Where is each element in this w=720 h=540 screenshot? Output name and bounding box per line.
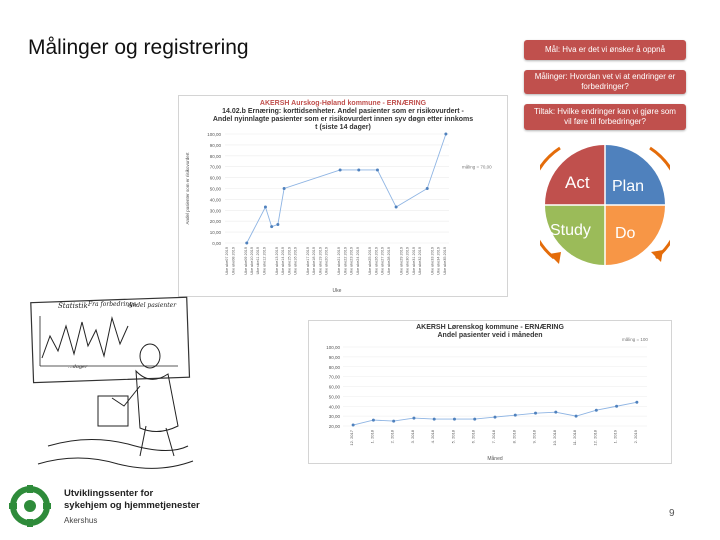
logo-line2: sykehjem og hjemmetjenester: [64, 500, 200, 511]
chart1-xtick: Uke uke10 2019: [250, 247, 254, 275]
chart1-ytick: 30,00: [209, 208, 221, 214]
slide-title: Målinger og registrering: [28, 36, 249, 59]
chart1-xtick: Uke uke12 2019: [262, 247, 267, 275]
chart2-point: [412, 417, 415, 420]
chart1-xtick: Uke uke35 2019: [442, 247, 447, 275]
chart1-target-label: måling = 70,00: [462, 164, 492, 170]
chart1-xtick: Uke uke26 2019: [374, 247, 379, 275]
chart2-xtick: 9. 2018: [531, 430, 537, 444]
chart1-xtick: Uke uke33 2019: [430, 247, 435, 275]
chart2-point: [575, 415, 578, 418]
chart2-xtick: 3. 2018: [409, 430, 415, 444]
chart1-point: [283, 187, 286, 190]
chart1-ytick: 10,00: [209, 230, 221, 236]
chart2-xtick: 5. 2018: [450, 430, 456, 444]
chart1-point: [339, 168, 342, 171]
chart1-xtick: Uke uke21 2019: [337, 247, 342, 275]
chart2-point: [433, 418, 436, 421]
chart1-xtick: Uke uke07 2019: [225, 247, 230, 275]
chart2-point: [494, 416, 497, 419]
sketch-label: ...dager: [68, 364, 88, 370]
chart2-ytick: 70,00: [328, 374, 340, 380]
chart1-ytick: 0,00: [212, 241, 221, 246]
chart2-point: [554, 411, 557, 414]
chart2-ytick: 80,00: [328, 364, 340, 370]
chart2-point: [514, 414, 517, 417]
chart1-xtick: Uke uke09 2019: [243, 247, 248, 275]
chart2-xtick: 7. 2018: [491, 430, 496, 444]
chart1-xtick: Uke uke24 2019: [355, 247, 360, 275]
chart2-xtick: 11. 2018: [572, 430, 578, 446]
chart1-ytick: 100,00: [207, 132, 221, 137]
chart2-xtick: 1. 2018: [369, 430, 375, 444]
chart1-title-line: Andel nyinnlagte pasienter som er risikovurdert innen syv døgn etter innkoms: [212, 116, 474, 123]
chart1-xtick: Uke uke20 2019: [324, 247, 329, 275]
act-label: Act: [565, 173, 590, 192]
chart1-xtick: Uke uke29 2019: [399, 247, 404, 275]
chart-lorenskog: [308, 320, 672, 464]
do-label: Do: [615, 225, 636, 242]
chart1-point: [395, 206, 398, 209]
chart2-xtick: 6. 2018: [470, 430, 476, 444]
chart2-ytick: 100,00: [326, 345, 340, 350]
chart2-series-line: [353, 402, 637, 425]
chart2-xlabel: Måned: [487, 456, 503, 462]
chart1-title-line: 14.02.b Ernæring: korttidsenheter. Andel pasienter som er risikovurdert -: [222, 108, 464, 115]
chart2-point: [372, 419, 375, 422]
chart1-xtick: Uke uke25 2019: [368, 247, 373, 275]
chart1-point: [426, 187, 429, 190]
chart2-target-label: måling = 100: [622, 337, 648, 342]
chart1-ytick: 70,00: [209, 164, 221, 170]
chart1-xtick: Uke uke30 2019: [405, 246, 410, 275]
chart1-ylabel: Andel pasienter som er risikovurdert: [185, 152, 190, 225]
chart1-xtick: Uke uke08 2019: [231, 247, 236, 275]
chart1-point: [270, 225, 273, 228]
chart1-ytick: 60,00: [209, 175, 221, 181]
chart2-xtick: 2. 2018: [389, 430, 395, 444]
chart2-xtick: 12. 2018: [592, 430, 598, 446]
sketch-label: Statistik: [58, 302, 88, 310]
chart2-ytick: 30,00: [328, 414, 340, 420]
chart2-xtick: 2. 2019: [632, 430, 638, 444]
chart2-xtick: 1. 2019: [612, 430, 618, 444]
chart2-xtick: 10. 2018: [551, 430, 557, 446]
chart1-point: [357, 168, 360, 171]
chart2-point: [635, 401, 638, 404]
chart2-xtick: 4. 2018: [430, 430, 436, 444]
chart2-point: [615, 405, 618, 408]
chart1-xtick: Uke uke27 2019: [380, 247, 385, 275]
sketch-label: Fra forbedrings-: [88, 301, 139, 308]
logo-line1: Utviklingssenter for: [64, 488, 154, 499]
chart1-xtick: Uke uke11 2019: [256, 247, 261, 275]
chart1-ytick: 40,00: [209, 197, 221, 203]
chart1-point: [376, 168, 379, 171]
logo-text: [64, 488, 200, 512]
chart1-ytick: 50,00: [209, 186, 221, 192]
organization-logo: [8, 484, 58, 535]
chart2-title-line: AKERSH Lørenskog kommune - ERNÆRING: [416, 324, 564, 331]
chart2-xtick: 12. 2017: [349, 430, 355, 446]
chart1-ytick: 90,00: [209, 142, 221, 148]
chart1-xtick: Uke uke18 2019: [312, 247, 317, 275]
chart2-ytick: 50,00: [328, 394, 340, 400]
chart1-xtick: Uke uke16 2019: [293, 247, 298, 275]
page-number: 9: [669, 508, 675, 519]
chart1-xlabel: Uke: [332, 288, 342, 294]
chart1-xtick: Uke uke19 2019: [318, 247, 323, 275]
chart1-xtick: Uke uke22 2019: [343, 247, 348, 275]
sketch-illustration: [28, 296, 198, 474]
chart1-xtick: Uke uke17 2019: [306, 247, 310, 275]
chart2-xtick: 8. 2018: [511, 430, 517, 444]
chart1-xtick: Uke uke15 2019: [287, 247, 292, 275]
chart1-point: [245, 242, 248, 245]
plan-label: Plan: [612, 178, 645, 195]
chart2-ytick: 20,00: [328, 424, 340, 429]
chart-aurskog: [178, 95, 508, 297]
chart1-ytick: 80,00: [209, 153, 221, 159]
goal-box: Mål: Hva er det vi ønsker å oppnå: [524, 40, 686, 60]
chart2-ytick: 90,00: [328, 354, 340, 360]
logo-sub: Akershus: [64, 516, 98, 525]
chart2-point: [595, 409, 598, 412]
chart2-ytick: 60,00: [328, 384, 340, 390]
chart1-point: [276, 223, 279, 226]
chart2-point: [473, 418, 476, 421]
chart1-xtick: Uke uke31 2019: [411, 247, 416, 275]
chart1-plot: [179, 96, 507, 296]
chart1-xtick: Uke uke23 2019: [349, 247, 354, 275]
measure-box: Målinger: Hvordan vet vi at endringer er forbedringer?: [524, 70, 686, 94]
chart1-xtick: Uke uke14 2019: [281, 247, 286, 275]
chart1-xtick: Uke uke32 2019: [418, 247, 422, 275]
action-box: Tiltak: Hvilke endringer kan vi gjøre som vil føre til forbedringer?: [524, 104, 686, 130]
study-label: Study: [550, 222, 591, 239]
chart1-point: [444, 133, 447, 136]
chart2-title-line: Andel pasienter veid i måneden: [437, 332, 543, 339]
chart2-point: [392, 420, 395, 423]
chart2-point: [453, 418, 456, 421]
chart2-plot: [309, 321, 671, 463]
chart1-ytick: 20,00: [209, 219, 221, 225]
chart2-ytick: 40,00: [328, 404, 340, 410]
sketch-label: Andel pasienter: [128, 302, 177, 309]
chart1-xtick: Uke uke13 2019: [274, 247, 279, 275]
chart2-point: [352, 424, 355, 427]
chart1-xtick: Uke uke34 2019: [436, 247, 441, 275]
chart1-xtick: Uke uke28 2019: [386, 247, 391, 275]
pdsa-cycle: [540, 140, 670, 270]
chart2-point: [534, 412, 537, 415]
chart1-title-line: t (siste 14 dager): [315, 124, 371, 131]
chart1-title-line: AKERSH Aurskog-Høland kommune - ERNÆRING: [259, 100, 427, 107]
chart1-point: [264, 206, 267, 209]
